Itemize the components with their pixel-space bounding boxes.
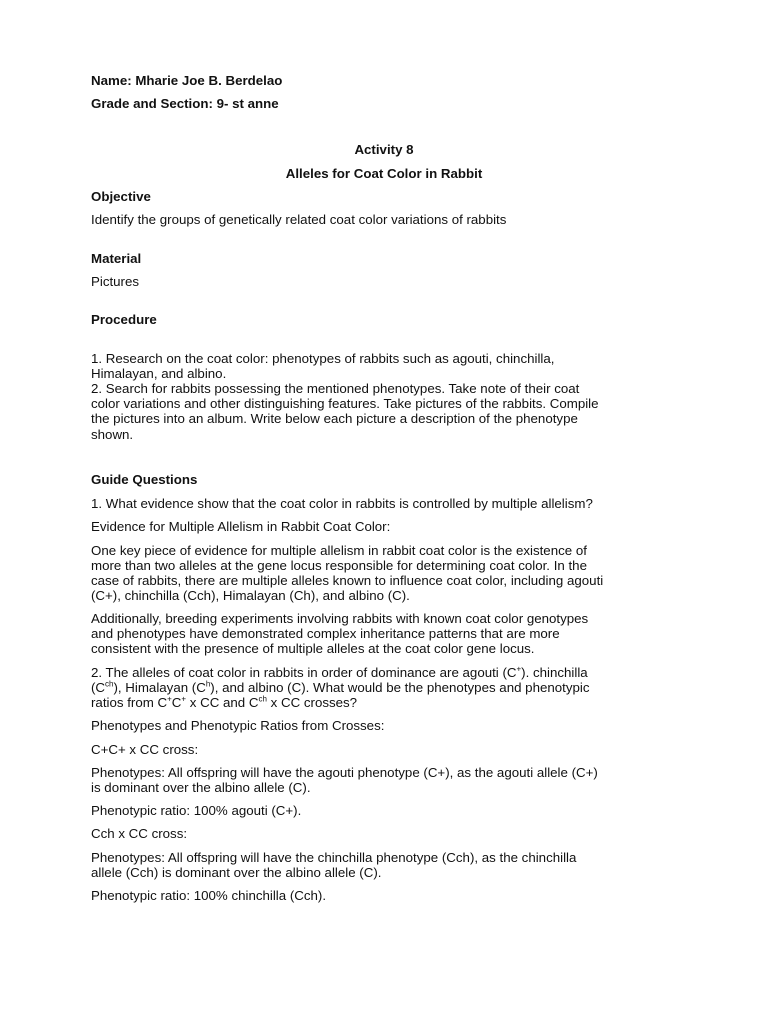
material-text: Pictures bbox=[91, 274, 140, 289]
procedure-step2-line: color variations and other distinguishing features. Take pictures of the rabbits. Compile bbox=[91, 396, 599, 411]
grade-section: Grade and Section: 9- st anne bbox=[91, 96, 279, 111]
question-2-line: $(C^{ch})$, Himalayan $(C^h)$, and albino (C). What would be the phenotypes and phenotypic bbox=[91, 679, 590, 695]
guide-questions-heading: Guide Questions bbox=[91, 472, 198, 487]
evidence-para2-line: and phenotypes have demonstrated complex inheritance patterns that are more bbox=[91, 626, 560, 641]
objective-text: Identify the groups of genetically related coat color variations of rabbits bbox=[91, 212, 507, 227]
ratios-title: Phenotypes and Phenotypic Ratios from Crosses: bbox=[91, 718, 385, 733]
cross-2-label: Cch x CC cross: bbox=[91, 826, 188, 841]
procedure-heading: Procedure bbox=[91, 312, 157, 327]
procedure-step2-line: the pictures into an album. Write below each picture a description of the phenotype bbox=[91, 411, 578, 426]
cross-1-ratio: Phenotypic ratio: 100% agouti (C+). bbox=[91, 803, 302, 818]
evidence-para2-line: Additionally, breeding experiments involving rabbits with known coat color genotypes bbox=[91, 611, 589, 626]
procedure-step2-line: 2. Search for rabbits possessing the mentioned phenotypes. Take note of their coat bbox=[91, 381, 580, 396]
cross-1-phenotype-line: Phenotypes: All offspring will have the agouti phenotype (C+), as the agouti allele (C+) bbox=[91, 765, 598, 780]
cross-1-label: C+C+ x CC cross: bbox=[91, 742, 199, 757]
evidence-para1-line: (C+), chinchilla (Cch), Himalayan (Ch), and albino (C). bbox=[91, 588, 410, 603]
question-2-line: ratios from C+C+ x CC and $C^{ch}$ x CC crosses? bbox=[91, 694, 358, 710]
activity-number: Activity 8 bbox=[354, 142, 414, 157]
objective-heading: Objective bbox=[91, 189, 151, 204]
question-2-line: 2. The alleles of coat color in rabbits in order of dominance are agouti (C+). chinchilla bbox=[91, 664, 588, 680]
evidence-para1-line: more than two alleles at the gene locus responsible for determining coat color. In the bbox=[91, 558, 587, 573]
cross-2-ratio: Phenotypic ratio: 100% chinchilla (Cch). bbox=[91, 888, 327, 903]
student-name: Name: Mharie Joe B. Berdelao bbox=[91, 73, 283, 88]
question-1: 1. What evidence show that the coat color in rabbits is controlled by multiple allelism? bbox=[91, 496, 593, 511]
procedure-step2-line: shown. bbox=[91, 427, 134, 442]
cross-2-phenotype-line: Phenotypes: All offspring will have the chinchilla phenotype (Cch), as the chinchilla bbox=[91, 850, 577, 865]
cross-2-phenotype-line: allele (Cch) is dominant over the albino allele (C). bbox=[91, 865, 382, 880]
activity-title: Alleles for Coat Color in Rabbit bbox=[285, 166, 483, 181]
cross-1-phenotype-line: is dominant over the albino allele (C). bbox=[91, 780, 311, 795]
procedure-step1-line: 1. Research on the coat color: phenotypes of rabbits such as agouti, chinchilla, bbox=[91, 351, 555, 366]
evidence-para1-line: One key piece of evidence for multiple allelism in rabbit coat color is the existence of bbox=[91, 543, 587, 558]
material-heading: Material bbox=[91, 251, 142, 266]
evidence-para1-line: case of rabbits, there are multiple alleles known to influence coat color, including agouti bbox=[91, 573, 604, 588]
evidence-title: Evidence for Multiple Allelism in Rabbit Coat Color: bbox=[91, 519, 391, 534]
evidence-para2-line: consistent with the presence of multiple alleles at the coat color gene locus. bbox=[91, 641, 535, 656]
procedure-step1-line: Himalayan, and albino. bbox=[91, 366, 227, 381]
